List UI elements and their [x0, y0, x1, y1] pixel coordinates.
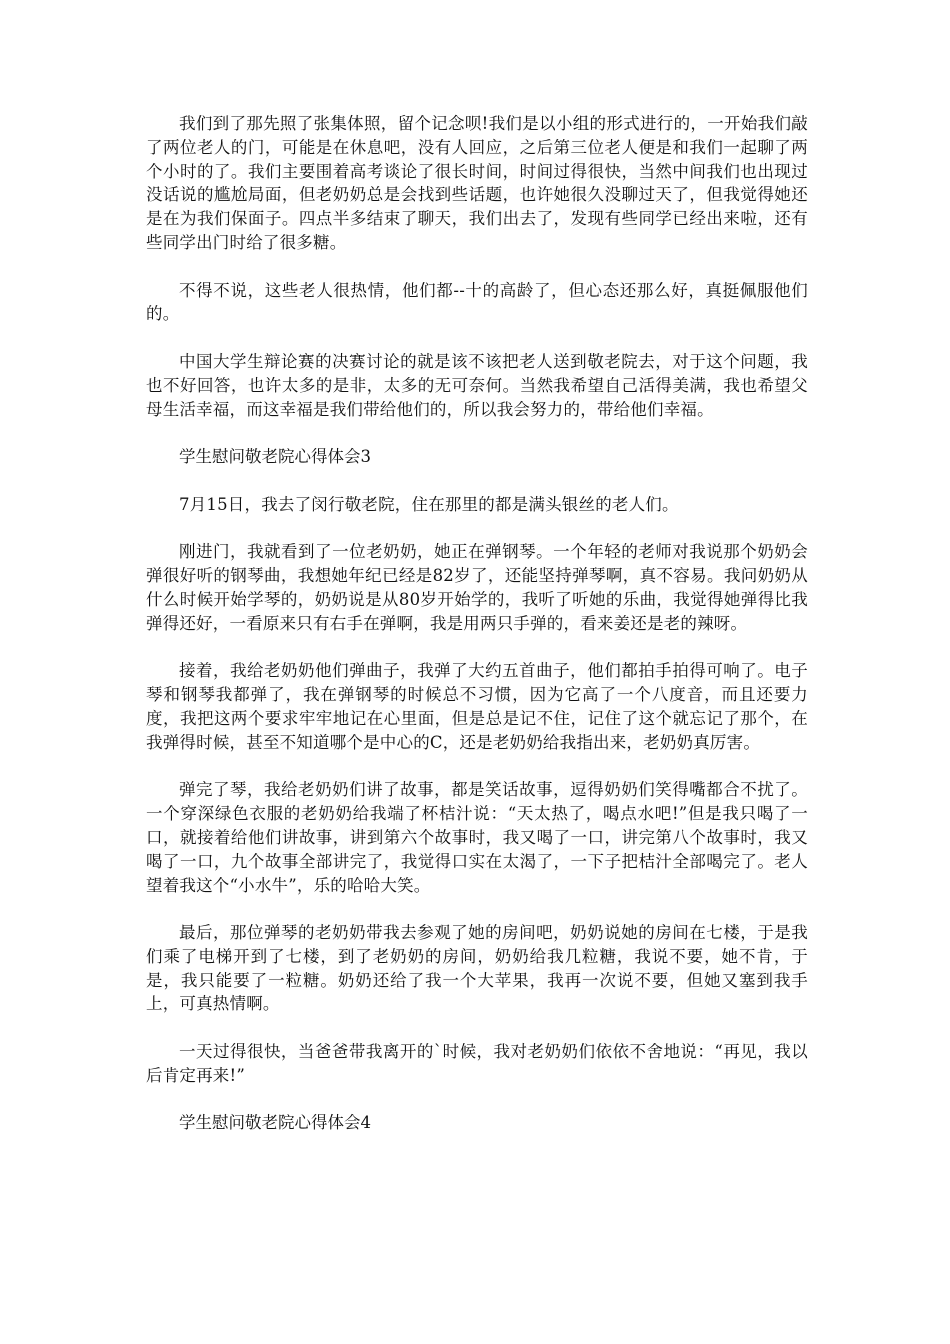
section-heading-3: 学生慰问敬老院心得体会3: [179, 447, 371, 467]
paragraph-debate: 中国大学生辩论赛的决赛讨论的就是该不该把老人送到敬老院去，对于这个问题，我也不好回答，也许太多的是非，太多的无可奈何。当然我希望自己活得美满，我也希望父母生活幸福，而这幸福是我们带给他们的，所以我会努力的，带给他们幸福。: [146, 351, 808, 419]
paragraph-visit-date: 7月15日，我去了闵行敬老院，住在那里的都是满头银丝的老人们。: [179, 494, 679, 514]
paragraph-group-photo: 我们到了那先照了张集体照，留个记念呗!我们是以小组的形式进行的，一开始我们敲了两位老人的门，可能是在休息吧，没有人回应，之后第三位老人便是和我们一起聊了两个小时的了。我们主要围着高考谈论了很长时间，时间过得很快，当然中间我们也出现过没话说的尴尬局面，但老奶奶总是会找到些话题，也许她很久没聊过天了，但我觉得她还是在为我们保面子。四点半多结束了聊天，我们出去了，发现有些同学已经出来啦，还有些同学出门时给了很多糖。: [146, 114, 808, 252]
paragraph-storytelling: 弹完了琴，我给老奶奶们讲了故事，都是笑话故事，逗得奶奶们笑得嘴都合不扰了。一个穿深绿色衣服的老奶奶给我端了杯桔汁说：“天太热了，喝点水吧!”但是我只喝了一口，就接着给他们讲故事，讲到第六个故事时，我又喝了一口，讲完第八个故事时，我又喝了一口，九个故事全部讲完了，我觉得口实在太渴了，一下子把桔汁全部喝完了。老人望着我这个“小水牛”，乐的哈哈大笑。: [146, 780, 808, 895]
paragraph-farewell: 一天过得很快，当爸爸带我离开的`时候，我对老奶奶们依依不舍地说：“再见，我以后肯定再来!”: [146, 1042, 808, 1085]
paragraph-room-visit: 最后，那位弹琴的老奶奶带我去参观了她的房间吧，奶奶说她的房间在七楼，于是我们乘了电梯开到了七楼，到了老奶奶的房间，奶奶给我几粒糖，我说不要，她不肯，于是，我只能要了一粒糖。奶奶还给了我一个大苹果，我再一次说不要，但她又塞到我手上，可真热情啊。: [146, 923, 808, 1014]
document-body: [146, 112, 808, 1159]
paragraph-admiration: 不得不说，这些老人很热情，他们都--十的高龄了，但心态还那么好，真挺佩服他们的。: [146, 280, 808, 324]
paragraph-piano-grandma: 刚进门，我就看到了一位老奶奶，她正在弹钢琴。一个年轻的老师对我说那个奶奶会弹很好听的钢琴曲，我想她年纪已经是82岁了，还能坚持弹琴啊，真不容易。我问奶奶从什么时候开始学琴的，奶奶说是从80岁开始学的，我听了听她的乐曲，我觉得她弹得比我弹得还好，一看原来只有右手在弹啊，我是用两只手弹的，看来姜还是老的辣呀。: [146, 542, 808, 633]
paragraph-playing-songs: 接着，我给老奶奶他们弹曲子，我弹了大约五首曲子，他们都拍手拍得可响了。电子琴和钢琴我都弹了，我在弹钢琴的时候总不习惯，因为它高了一个八度音，而且还要力度，我把这两个要求牢牢地记在心里面，但是总是记不住，记住了这个就忘记了那个，在我弹得时候，甚至不知道哪个是中心的C，还是老奶奶给我指出来，老奶奶真厉害。: [146, 661, 808, 752]
section-heading-4: 学生慰问敬老院心得体会4: [179, 1113, 371, 1133]
